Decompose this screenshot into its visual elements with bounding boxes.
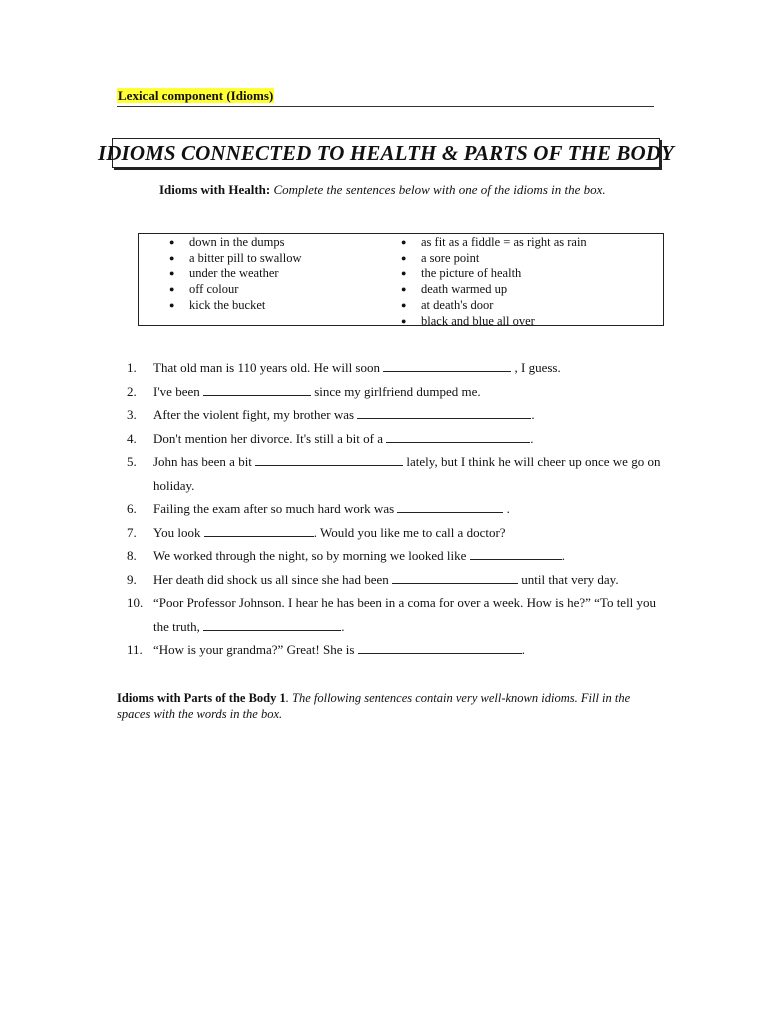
sentence-text: . (531, 407, 535, 422)
idiom-item: ● at death's door (401, 298, 587, 314)
health-instruction-text: Complete the sentences below with one of the idioms in the box. (270, 182, 606, 197)
sentence-item (127, 356, 667, 380)
sentence-text: John has been a bit (153, 454, 256, 469)
sentence-text: “Poor Professor Johnson. I hear he has been in a coma for over a week. How is he?” “To tell you the truth, (153, 595, 657, 634)
sentence-number: 3. (127, 407, 137, 422)
header-label: Lexical component (Idioms) (118, 88, 274, 103)
body-parts-lead: Idioms with Parts of the Body 1 (117, 691, 286, 705)
sentence-text: . (503, 501, 510, 516)
sentence-number: 9. (127, 571, 137, 587)
answer-blank[interactable] (392, 572, 518, 584)
sentence-text: lately, but I think he will cheer up once we go on holiday. (153, 454, 661, 493)
sentence-text: You look (153, 524, 204, 540)
sentence-item (127, 450, 667, 497)
answer-blank[interactable] (357, 407, 531, 419)
sentence-text: We worked through the night, so by morning we looked like (153, 548, 470, 563)
sentence-number: 10. (127, 595, 144, 610)
answer-blank[interactable] (470, 548, 562, 560)
sentence-list (127, 356, 667, 662)
sentence-text: . (521, 642, 525, 657)
sentence-number: 1. (127, 360, 137, 375)
sentence-number: 6. (127, 501, 137, 516)
idiom-item: ● death warmed up (401, 282, 587, 298)
idiom-item: ● black and blue all over (401, 314, 587, 330)
sentence-text: since my girlfriend dumped me. (310, 383, 481, 399)
idiom-item: ● under the weather (169, 266, 301, 282)
sentence-number: 7. (127, 524, 137, 540)
sentence-text: . (341, 618, 345, 634)
idiom-item: ● off colour (169, 282, 301, 298)
health-instruction (159, 176, 619, 204)
body-parts-instruction-text: . The following sentences contain very well-known idioms. Fill in the spaces with the words in the box. (117, 691, 631, 721)
answer-blank[interactable] (204, 525, 314, 537)
health-lead: Idioms with Health: (159, 182, 271, 197)
title-box (98, 138, 674, 168)
idiom-item: ● as fit as a fiddle = as right as rain (401, 235, 587, 251)
sentence-text: After the violent fight, my brother was (153, 407, 358, 422)
sentence-number: 2. (127, 383, 137, 399)
answer-blank[interactable] (383, 360, 511, 372)
sentence-number: 5. (127, 454, 137, 469)
sentence-text: Failing the exam after so much hard work was (153, 501, 398, 516)
page-title: IDIOMS CONNECTED TO HEALTH & PARTS OF THE BODY (98, 140, 674, 165)
sentence-number: 4. (127, 430, 137, 446)
sentence-item (127, 638, 667, 662)
answer-blank[interactable] (203, 384, 311, 396)
sentence-text: until that very day. (517, 571, 619, 587)
sentence-text: . (561, 548, 565, 563)
sentence-text: . (530, 430, 534, 446)
answer-blank[interactable] (386, 431, 530, 443)
answer-blank[interactable] (397, 501, 503, 513)
answer-blank[interactable] (255, 454, 403, 466)
sentence-text: “How is your grandma?” Great! She is (153, 642, 358, 657)
idiom-item: ● down in the dumps (169, 235, 301, 251)
sentence-number: 11. (127, 642, 143, 657)
sentence-text: That old man is 110 years old. He will soon (153, 360, 384, 375)
sentence-text: I've been (153, 383, 203, 399)
sentence-text: , I guess. (511, 360, 561, 375)
answer-blank[interactable] (358, 642, 522, 654)
idiom-box (138, 233, 664, 326)
idiom-item: ● kick the bucket (169, 298, 301, 314)
idiom-list-right (401, 235, 587, 329)
sentence-text: Don't mention her divorce. It's still a bit of a (153, 430, 387, 446)
sentence-text: . Would you like me to call a doctor? (313, 524, 506, 540)
idiom-list-left (169, 235, 301, 314)
sentence-item (127, 521, 667, 545)
sentence-item (127, 497, 667, 521)
body-parts-instruction (117, 690, 662, 722)
section-header (117, 87, 654, 107)
idiom-item: ● a sore point (401, 251, 587, 267)
sentence-item (127, 427, 667, 451)
answer-blank[interactable] (203, 619, 341, 631)
sentence-text: Her death did shock us all since she had been (153, 571, 392, 587)
idiom-item: ● the picture of health (401, 266, 587, 282)
idiom-item: ● a bitter pill to swallow (169, 251, 301, 267)
sentence-item (127, 544, 667, 568)
sentence-item (127, 568, 667, 592)
sentence-item (127, 403, 667, 427)
sentence-item (127, 591, 667, 638)
sentence-number: 8. (127, 548, 137, 563)
sentence-item (127, 380, 667, 404)
